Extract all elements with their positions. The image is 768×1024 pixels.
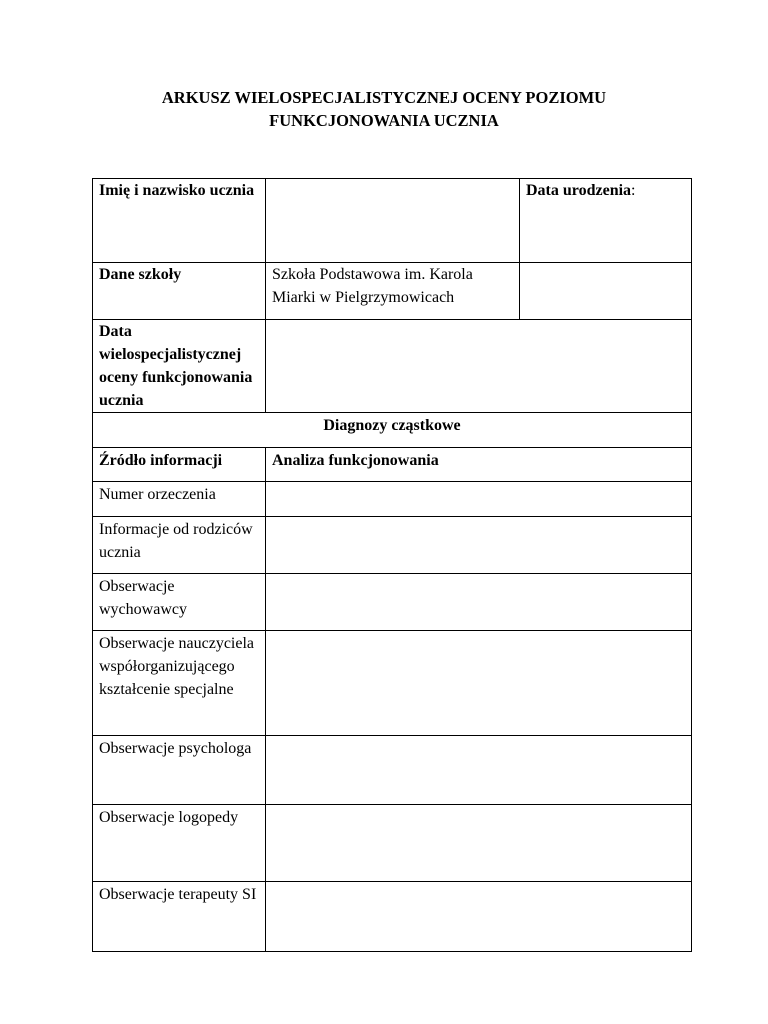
assessment-date-label: Data wielospecjalistycznej oceny funkcjonowania ucznia xyxy=(93,320,266,413)
table-row xyxy=(93,805,692,882)
source-label: Informacje od rodziców ucznia xyxy=(93,517,266,574)
document-title-line-2: FUNKCJONOWANIA UCZNIA xyxy=(269,111,499,130)
source-label: Obserwacje terapeuty SI xyxy=(93,882,266,952)
school-value: Szkoła Podstawowa im. Karola Miarki w Pielgrzymowicach xyxy=(266,263,520,320)
source-label: Obserwacje psychologa xyxy=(93,736,266,805)
school-label: Dane szkoły xyxy=(93,263,266,320)
source-label: Obserwacje nauczyciela współorganizującego kształcenie specjalne xyxy=(93,631,266,736)
document-title xyxy=(0,86,768,132)
birth-date-colon: : xyxy=(631,182,636,199)
analysis-field[interactable] xyxy=(266,736,692,805)
birth-date-label: Data urodzenia xyxy=(526,182,632,199)
analysis-field[interactable] xyxy=(266,517,692,574)
table-row xyxy=(93,736,692,805)
source-label: Obserwacje wychowawcy xyxy=(93,574,266,631)
table-row xyxy=(93,631,692,736)
analysis-field[interactable] xyxy=(266,574,692,631)
diagnoses-section-row xyxy=(93,413,692,448)
table-row xyxy=(93,482,692,517)
school-extra-field[interactable] xyxy=(520,263,692,320)
table-row xyxy=(93,882,692,952)
source-label: Numer orzeczenia xyxy=(93,482,266,517)
column-header-source: Źródło informacji xyxy=(93,448,266,482)
analysis-field[interactable] xyxy=(266,882,692,952)
diagnoses-header-row xyxy=(93,448,692,482)
analysis-field[interactable] xyxy=(266,805,692,882)
document-title-line-1: ARKUSZ WIELOSPECJALISTYCZNEJ OCENY POZIOMU xyxy=(161,88,607,107)
student-name-label: Imię i nazwisko ucznia xyxy=(93,179,266,263)
assessment-date-field[interactable] xyxy=(266,320,692,413)
school-row xyxy=(93,263,692,320)
table-row xyxy=(93,574,692,631)
source-label: Obserwacje logopedy xyxy=(93,805,266,882)
analysis-field[interactable] xyxy=(266,482,692,517)
column-header-analysis: Analiza funkcjonowania xyxy=(266,448,692,482)
analysis-field[interactable] xyxy=(266,631,692,736)
table-row xyxy=(93,517,692,574)
student-name-field[interactable] xyxy=(266,179,520,263)
diagnoses-section-title: Diagnozy cząstkowe xyxy=(93,413,692,448)
assessment-form-table xyxy=(92,178,692,952)
birth-date-cell[interactable] xyxy=(520,179,692,263)
assessment-date-row xyxy=(93,320,692,413)
student-name-row xyxy=(93,179,692,263)
